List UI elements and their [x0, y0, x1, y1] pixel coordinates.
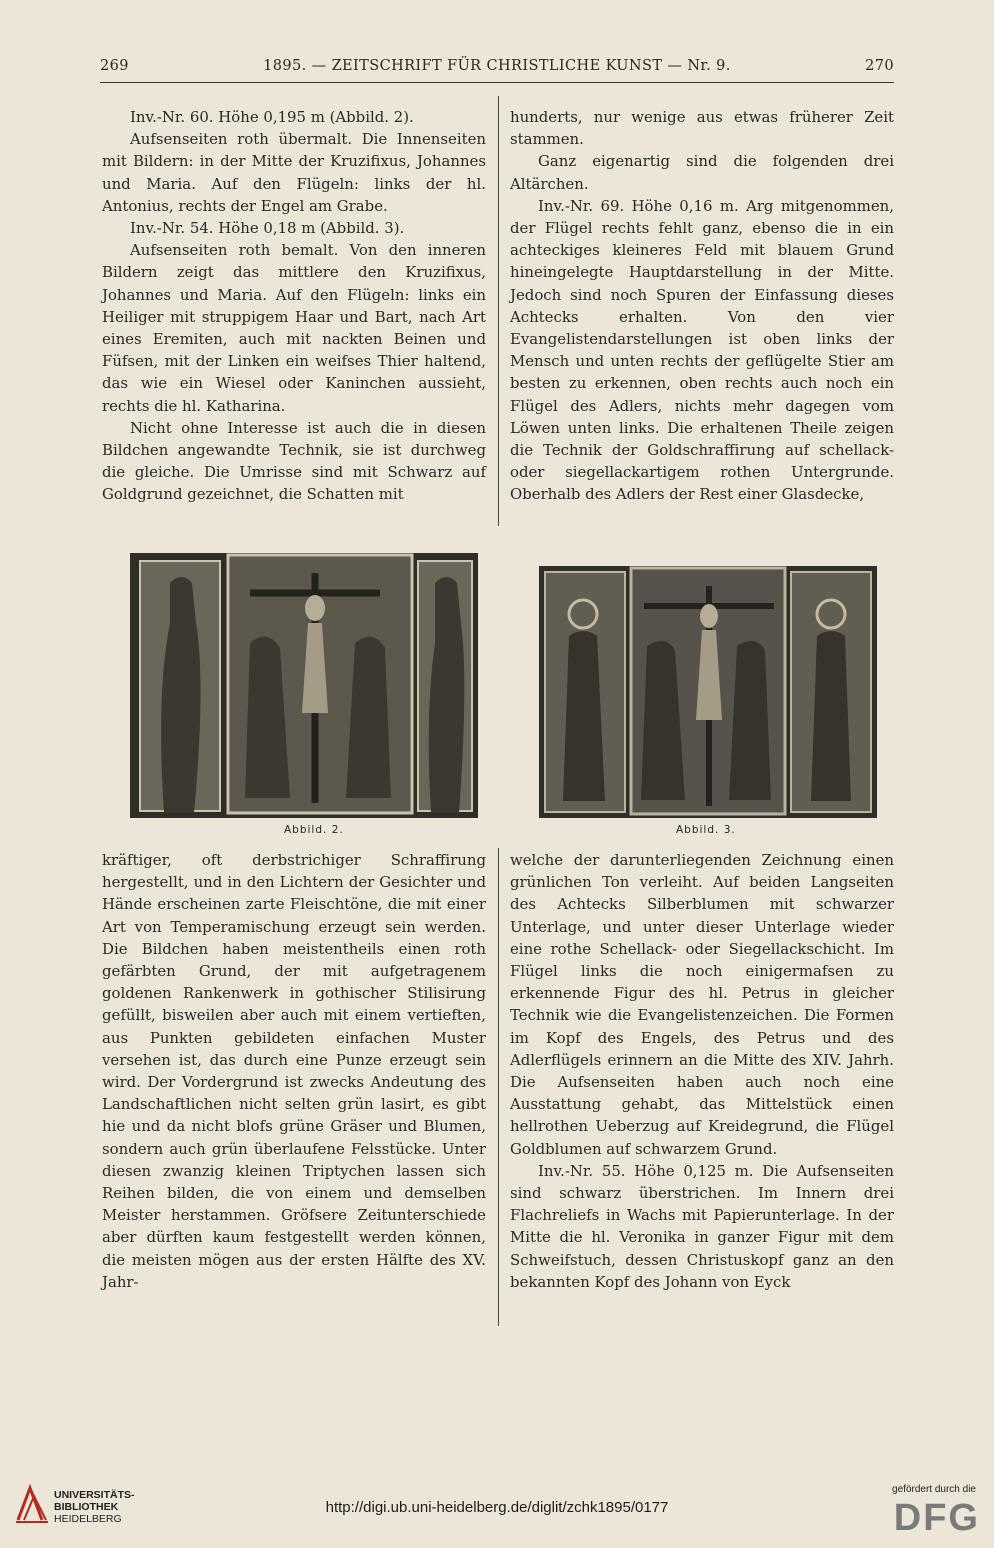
paragraph: Aufsenseiten roth bemalt. Von den inneren Bildern zeigt das mittlere den Kruzifixus, Johannes und Maria. Auf den Flügeln: links ein Heiliger mit struppigem Haar und Bart, nach Art eines Eremiten, auch mit nackten Beinen und Füfsen, mit der Linken ein weifses Thier haltend, das wie ein Wiesel oder Kaninchen aussieht, rechts die hl. Katharina. [102, 241, 486, 415]
paragraph: hunderts, nur wenige aus etwas früherer Zeit stammen. [510, 108, 894, 149]
header-rule [100, 82, 894, 83]
funded-by-label: gefördert durch die [892, 1484, 976, 1495]
paragraph: Inv.-Nr. 55. Höhe 0,125 m. Die Aufsenseiten sind schwarz überstrichen. Im Innern drei Flachreliefs in Wachs mit Papierunterlage. In der Mitte die hl. Veronika in ganzer Figur mit dem Schweifstuch, dessen Christuskopf ganz an den bekannten Kopf des Johann von Eyck [510, 1161, 894, 1291]
paragraph: Inv.-Nr. 60. Höhe 0,195 m (Abbild. 2). [130, 108, 414, 126]
right-column-bottom [510, 849, 894, 1293]
library-line: BIBLIOTHEK [54, 1501, 119, 1513]
paragraph: Ganz eigenartig sind die folgenden drei Altärchen. [510, 152, 894, 193]
figure-2-caption: Abbild. 2. [284, 824, 344, 836]
left-column-bottom [102, 849, 486, 1293]
triptych-figure-2 [130, 553, 478, 818]
page-number-right: 270 [865, 58, 894, 74]
source-url-link[interactable]: http://digi.ub.uni-heidelberg.de/diglit/zchk1895/0177 [325, 1499, 669, 1516]
paragraph: Inv.-Nr. 69. Höhe 0,16 m. Arg mitgenommen, der Flügel rechts fehlt ganz, ebenso die in ein achteckiges kleineres Feld mit blauem Grund hineingelegte Hauptdarstellung in der Mitte. Jedoch sind noch Spuren der Einfassung dieses Achtecks erhalten. Von den vier Evangelistendarstellungen ist oben links der Mensch und unten rechts der geflügelte Stier am besten zu erkennen, oben rechts auch noch ein Flügel des Adlers, nichts mehr dagegen vom Löwen unten links. Die erhaltenen Theile zeigen die Technik der Goldschraffirung auf schellack- oder siegellackartigem rothen Untergrunde. Oberhalb des Adlers der Rest einer Glasdecke, [510, 196, 894, 504]
page-number-left: 269 [100, 58, 129, 74]
triptych-figure-3 [539, 566, 877, 818]
running-header [100, 58, 894, 82]
dfg-logo: DFG [893, 1497, 980, 1539]
figure-3-caption: Abbild. 3. [676, 824, 736, 836]
paragraph: kräftiger, oft derbstrichiger Schraffirung hergestellt, und in den Lichtern der Gesichter und Hände erscheinen zarte Fleischtöne, die mit einer Art von Temperamischung erzeugt sein werden. Die Bildchen haben meistentheils einen roth gefärbten Grund, der mit aufgetragenem goldenen Rankenwerk in gothischer Stilisirung gefüllt, bisweilen aber auch mit einem vertieften, aus Punkten gebildeten einfachen Muster versehen ist, das durch eine Punze erzeugt sein wird. Der Vordergrund ist zwecks Andeutung des Landschaftlichen nicht selten grün lasirt, es gibt hie und da nicht blofs grüne Gräser und Blumen, sondern auch grün überlaufene Felsstücke. Unter diesen zwanzig kleinen Triptychen lassen sich Reihen bilden, die von einem und demselben Meister herstammen. Gröfsere Zeitunterschiede aber dürften kaum festgestellt werden können, die meisten mögen aus der ersten Hälfte des XV. Jahr- [102, 851, 486, 1291]
left-column-top [102, 106, 486, 506]
paragraph: Aufsenseiten roth übermalt. Die Innenseiten mit Bildern: in der Mitte der Kruzifixus, Johannes und Maria. Auf den Flügeln: links der hl. Antonius, rechts der Engel am Grabe. [102, 130, 486, 215]
library-line: HEIDELBERG [54, 1513, 122, 1525]
column-divider [498, 96, 499, 526]
paragraph: Inv.-Nr. 54. Höhe 0,18 m (Abbild. 3). [130, 219, 405, 238]
paragraph: welche der darunterliegenden Zeichnung einen grünlichen Ton verleiht. Auf beiden Langseiten des Achtecks Silberblumen mit schwarzer Unterlage, und unter dieser Unterlage wieder eine rothe Schellack- oder Siegellackschicht. Im Flügel links die noch einigermafsen zu erkennende Figur des hl. Petrus in gleicher Technik wie die Evangelistenzeichen. Die Formen im Kopf des Engels, des Petrus und des Adlerflügels erinnern an die Mitte des XIV. Jahrh. Die Aufsenseiten haben auch noch eine Ausstattung gehabt, das Mittelstück einen hellrothen Ueberzug auf Kreidegrund, die Flügel Goldblumen auf schwarzem Grund. [510, 851, 894, 1158]
paragraph: Nicht ohne Interesse ist auch die in diesen Bildchen angewandte Technik, sie ist durchweg die gleiche. Die Umrisse sind mit Schwarz auf Goldgrund gezeichnet, die Schatten mit [102, 418, 486, 504]
journal-title: 1895. — ZEITSCHRIFT FÜR CHRISTLICHE KUNST — Nr. 9. [263, 58, 731, 74]
library-line: UNIVERSITÄTS- [54, 1489, 135, 1501]
column-divider [498, 848, 499, 1326]
right-column-top [510, 106, 894, 506]
